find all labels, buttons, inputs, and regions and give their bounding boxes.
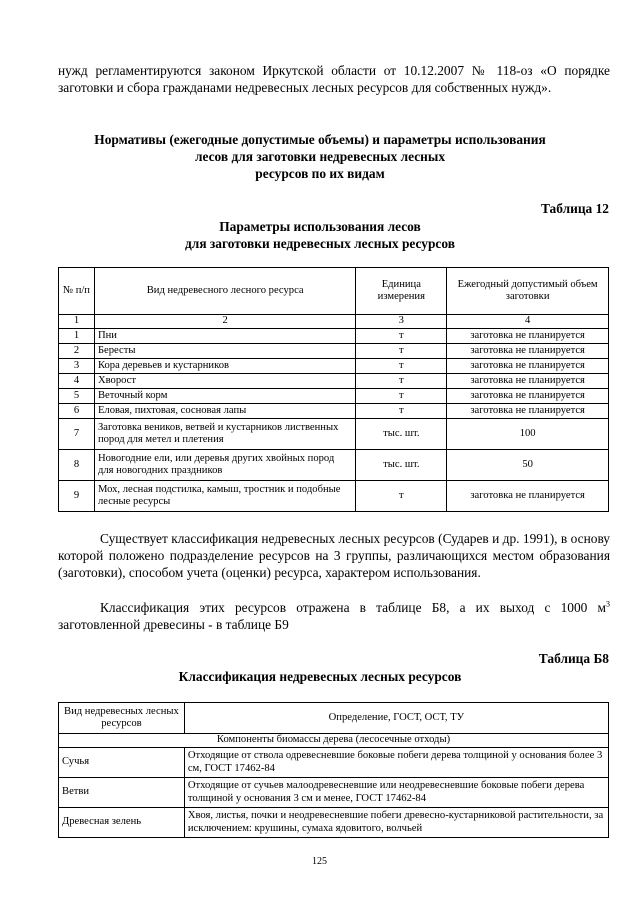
reference-paragraph <box>58 599 610 633</box>
row-number: 1 <box>59 329 95 344</box>
volume: 50 <box>447 450 609 481</box>
unit: т <box>356 481 447 512</box>
section-heading-line2: лесов для заготовки недревесных лесных <box>194 149 446 164</box>
row-number: 4 <box>59 374 95 389</box>
resource-name: Еловая, пихтовая, сосновая лапы <box>94 404 355 419</box>
resource-name: Кора деревьев и кустарников <box>94 359 355 374</box>
colnum: 1 <box>59 315 95 329</box>
volume: 100 <box>447 419 609 450</box>
table-row <box>59 344 609 359</box>
volume: заготовка не планируется <box>447 404 609 419</box>
volume: заготовка не планируется <box>447 329 609 344</box>
reference-superscript: 3 <box>606 599 610 609</box>
volume: заготовка не планируется <box>447 374 609 389</box>
definition: Отходящие от ствола одревесневшие боковые побеги дерева толщиной у основания более 3 см, ГОСТ 17462-84 <box>184 748 608 778</box>
table-row <box>59 359 609 374</box>
tableb8-title: Классификация недревесных лесных ресурсов <box>178 669 462 684</box>
table-row <box>59 808 609 838</box>
reference-text-end: заготовленной древесины - в таблице Б9 <box>58 617 289 633</box>
row-number: 5 <box>59 389 95 404</box>
resource-kind: Сучья <box>59 748 185 778</box>
table-row <box>59 481 609 512</box>
resource-name: Мох, лесная подстилка, камыш, тростник и подобные лесные ресурсы <box>94 481 355 512</box>
resource-name: Бересты <box>94 344 355 359</box>
header-number: № п/п <box>59 268 95 315</box>
unit: тыс. шт. <box>356 419 447 450</box>
volume: заготовка не планируется <box>447 359 609 374</box>
header-resource-kind: Вид недревесных лесных ресурсов <box>59 703 185 734</box>
row-number: 6 <box>59 404 95 419</box>
tableb8-group-row <box>59 734 609 748</box>
row-number: 9 <box>59 481 95 512</box>
resource-name: Новогодние ели, или деревья других хвойных пород для новогодних праздников <box>94 450 355 481</box>
unit: т <box>356 329 447 344</box>
resource-name: Заготовка веников, ветвей и кустарников лиственных пород для метел и плетения <box>94 419 355 450</box>
tableb8-header-row <box>59 703 609 734</box>
unit: тыс. шт. <box>356 450 447 481</box>
row-number: 3 <box>59 359 95 374</box>
table12-label: Таблица 12 <box>540 201 609 216</box>
table-row <box>59 389 609 404</box>
resource-name: Хворост <box>94 374 355 389</box>
table-row <box>59 404 609 419</box>
table-row <box>59 748 609 778</box>
table12-title1: Параметры использования лесов <box>219 219 421 234</box>
table12-colnum-row <box>59 315 609 329</box>
table-row <box>59 419 609 450</box>
tableb8-label: Таблица Б8 <box>538 651 609 666</box>
header-unit: Единица измерения <box>356 268 447 315</box>
unit: т <box>356 344 447 359</box>
colnum: 2 <box>94 315 355 329</box>
unit: т <box>356 374 447 389</box>
header-definition: Определение, ГОСТ, ОСТ, ТУ <box>184 703 608 734</box>
colnum: 3 <box>356 315 447 329</box>
page-number: 125 <box>312 856 327 867</box>
reference-text: Классификация этих ресурсов отражена в таблице Б8, а их выход с 1000 м <box>100 600 606 615</box>
group-label: Компоненты биомассы дерева (лесосечные отходы) <box>59 734 609 748</box>
unit: т <box>356 359 447 374</box>
row-number: 2 <box>59 344 95 359</box>
header-annual-volume: Ежегодный допустимый объем заготовки <box>447 268 609 315</box>
resource-name: Пни <box>94 329 355 344</box>
unit: т <box>356 404 447 419</box>
intro-paragraph: нужд регламентируются законом Иркутской области от 10.12.2007 № 118-оз «О порядке заготовки и сбора гражданами недревесных лесных ресурсов для собственных нужд». <box>58 63 610 96</box>
volume: заготовка не планируется <box>447 344 609 359</box>
table12 <box>58 267 609 512</box>
colnum: 4 <box>447 315 609 329</box>
unit: т <box>356 389 447 404</box>
table-row <box>59 450 609 481</box>
classification-paragraph: Существует классификация недревесных лесных ресурсов (Сударев и др. 1991), в основу которой положено подразделение ресурсов на 3 группы, различающихся местом образования (заготовки), способом учета (оценки) ресурса, характером использования. <box>58 531 610 581</box>
definition: Отходящие от сучьев малоодревесневшие или неодревесневшие боковые побеги дерева толщиной у основания 3 см и менее, ГОСТ 17462-84 <box>184 778 608 808</box>
resource-name: Веточный корм <box>94 389 355 404</box>
header-resource-type: Вид недревесного лесного ресурса <box>94 268 355 315</box>
table-row <box>59 329 609 344</box>
section-heading-line3: ресурсов по их видам <box>255 166 385 181</box>
definition: Хвоя, листья, почки и неодревесневшие побеги древесно-кустарниковой растительности, за исключением: крушины, сумаха ядовитого, волчьей <box>184 808 608 838</box>
volume: заготовка не планируется <box>447 481 609 512</box>
table12-header-row <box>59 268 609 315</box>
volume: заготовка не планируется <box>447 389 609 404</box>
table-row <box>59 778 609 808</box>
table12-title2: для заготовки недревесных лесных ресурсов <box>185 236 455 251</box>
tableb8 <box>58 702 609 838</box>
resource-kind: Ветви <box>59 778 185 808</box>
resource-kind: Древесная зелень <box>59 808 185 838</box>
row-number: 8 <box>59 450 95 481</box>
row-number: 7 <box>59 419 95 450</box>
section-heading-line1: Нормативы (ежегодные допустимые объемы) и параметры использования <box>94 132 546 147</box>
table-row <box>59 374 609 389</box>
